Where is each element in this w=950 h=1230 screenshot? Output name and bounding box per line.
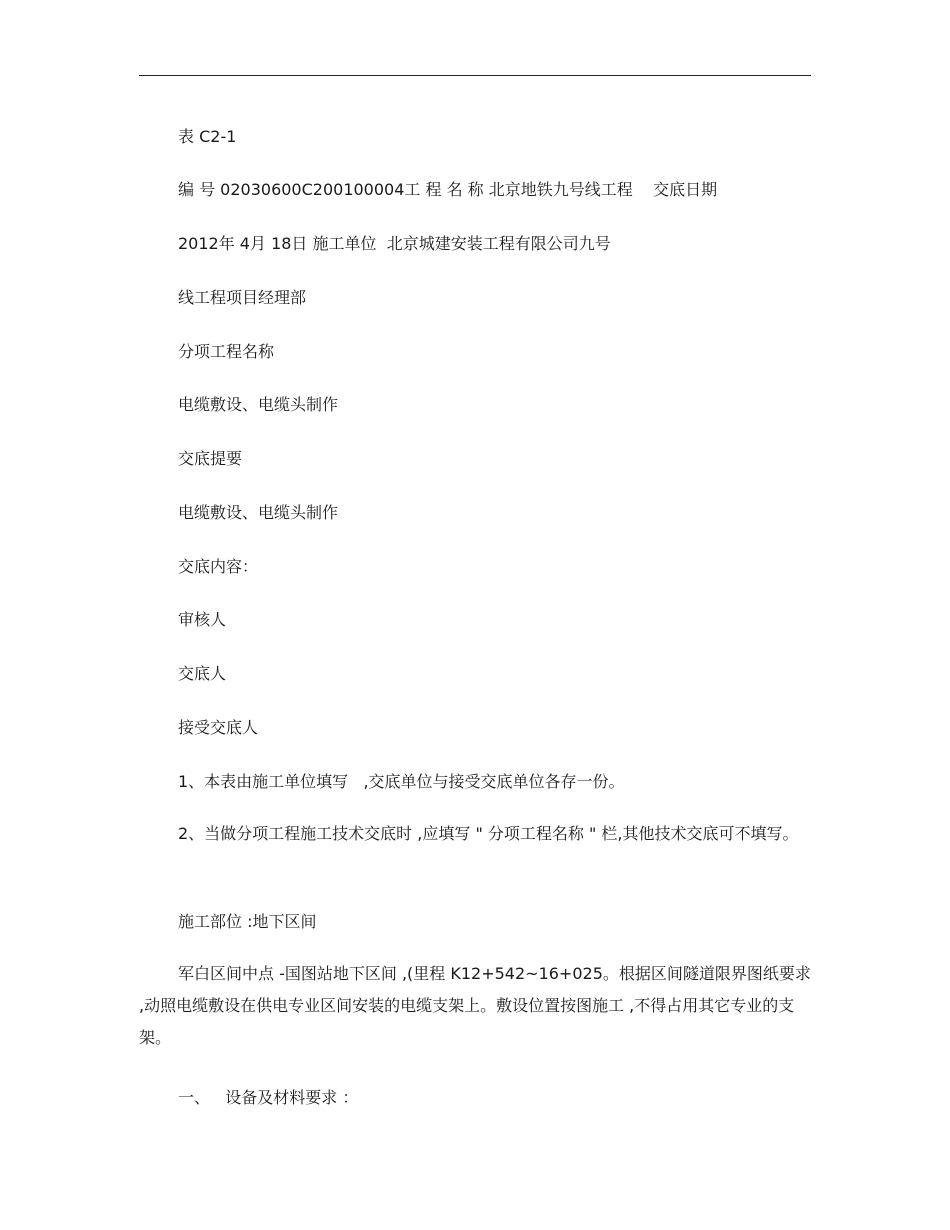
header-line-2: 2012年 4月 18日 施工单位 北京城建安装工程有限公司九号	[178, 234, 611, 253]
header-line-3: 线工程项目经理部	[178, 288, 307, 307]
summary-value: 电缆敷设、电缆头制作	[178, 503, 339, 522]
sub-project-value: 电缆敷设、电缆头制作	[178, 395, 339, 414]
reviewer-label: 审核人	[178, 610, 227, 629]
site-line: 施工部位 :地下区间	[178, 912, 317, 931]
note-1: 1、本表由施工单位填写 ,交底单位与接受交底单位各存一份。	[178, 772, 625, 791]
form-code: 表 C2-1	[178, 127, 237, 146]
sub-project-label: 分项工程名称	[178, 342, 275, 361]
note-2: 2、当做分项工程施工技术交底时 ,应填写 " 分项工程名称 " 栏,其他技术交底可不填写。	[178, 824, 799, 843]
section-1-heading: 一、 设备及材料要求 ：	[178, 1088, 359, 1107]
header-rule	[139, 75, 811, 76]
header-line-1: 编 号 02030600C200100004工 程 名 称 北京地铁九号线工程 交底日期	[178, 180, 718, 199]
content-label: 交底内容：	[178, 557, 259, 576]
site-description: 军白区间中点 -国图站地下区间 ,(里程 K12+542~16+025。根据区间隧道限界图纸要求 ,动照电缆敷设在供电专业区间安装的电缆支架上。敷设位置按图施工 ,不得占用其它专业的支架。	[139, 964, 811, 1047]
receiver-label: 接受交底人	[178, 718, 259, 737]
presenter-label: 交底人	[178, 664, 227, 683]
summary-label: 交底提要	[178, 449, 243, 468]
